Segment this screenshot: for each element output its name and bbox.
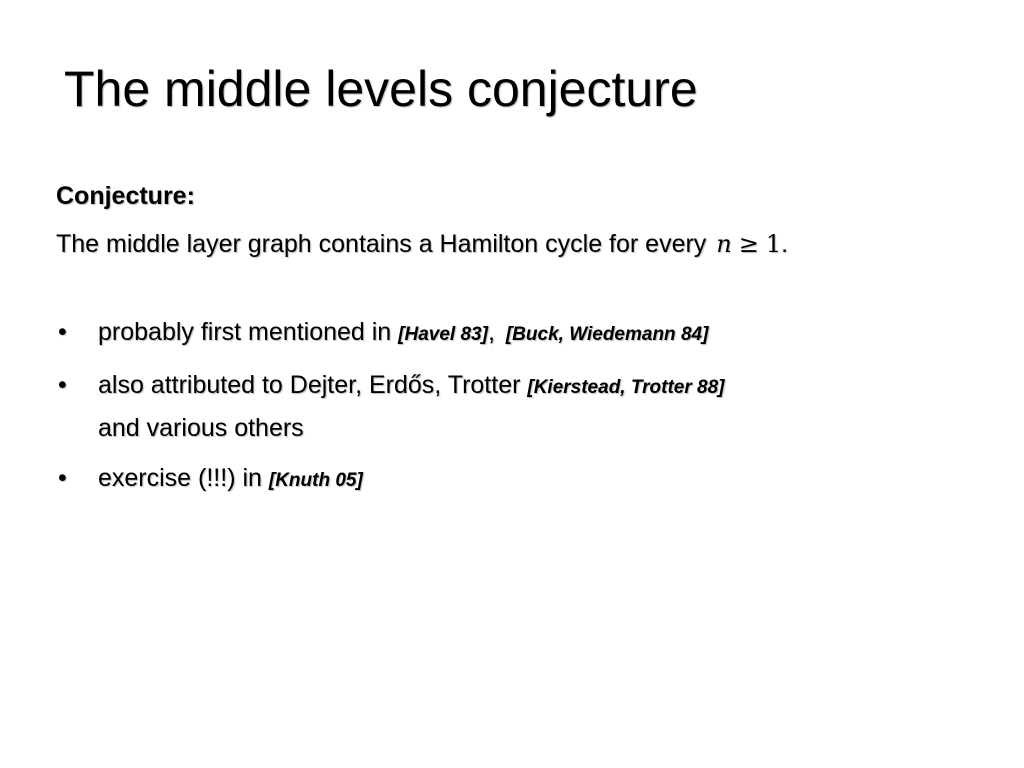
conjecture-statement	[56, 230, 788, 259]
bullet-text-continuation: and various others	[98, 414, 304, 442]
bullet-item	[58, 312, 724, 355]
math-operator: ≥	[738, 230, 759, 258]
bullet-text: exercise (!!!) in	[98, 464, 269, 492]
bullet-list	[58, 312, 724, 511]
bullet-dot-icon: •	[58, 318, 67, 346]
bullet-text: probably first mentioned in	[98, 318, 399, 346]
bullet-dot-icon: •	[58, 464, 67, 492]
reference-separator: ,	[487, 318, 495, 346]
bullet-text: also attributed to Dejter, Erdős, Trotter	[98, 371, 528, 399]
slide-title: The middle levels conjecture	[64, 61, 698, 117]
bullet-item	[58, 458, 724, 501]
conjecture-text: The middle layer graph contains a Hamilton cycle for every	[56, 230, 707, 258]
reference-kierstead-trotter: [Kierstead, Trotter 88]	[527, 377, 725, 398]
math-number: 1	[765, 230, 782, 258]
conjecture-math	[716, 230, 781, 258]
math-period: .	[781, 230, 789, 258]
bullet-item	[58, 365, 724, 448]
conjecture-label: Conjecture:	[56, 182, 195, 210]
reference-havel: [Havel 83]	[398, 324, 488, 345]
math-variable: n	[716, 230, 732, 258]
reference-buck-wiedemann: [Buck, Wiedemann 84]	[505, 324, 709, 345]
reference-knuth: [Knuth 05]	[268, 470, 363, 491]
bullet-dot-icon: •	[58, 371, 67, 399]
